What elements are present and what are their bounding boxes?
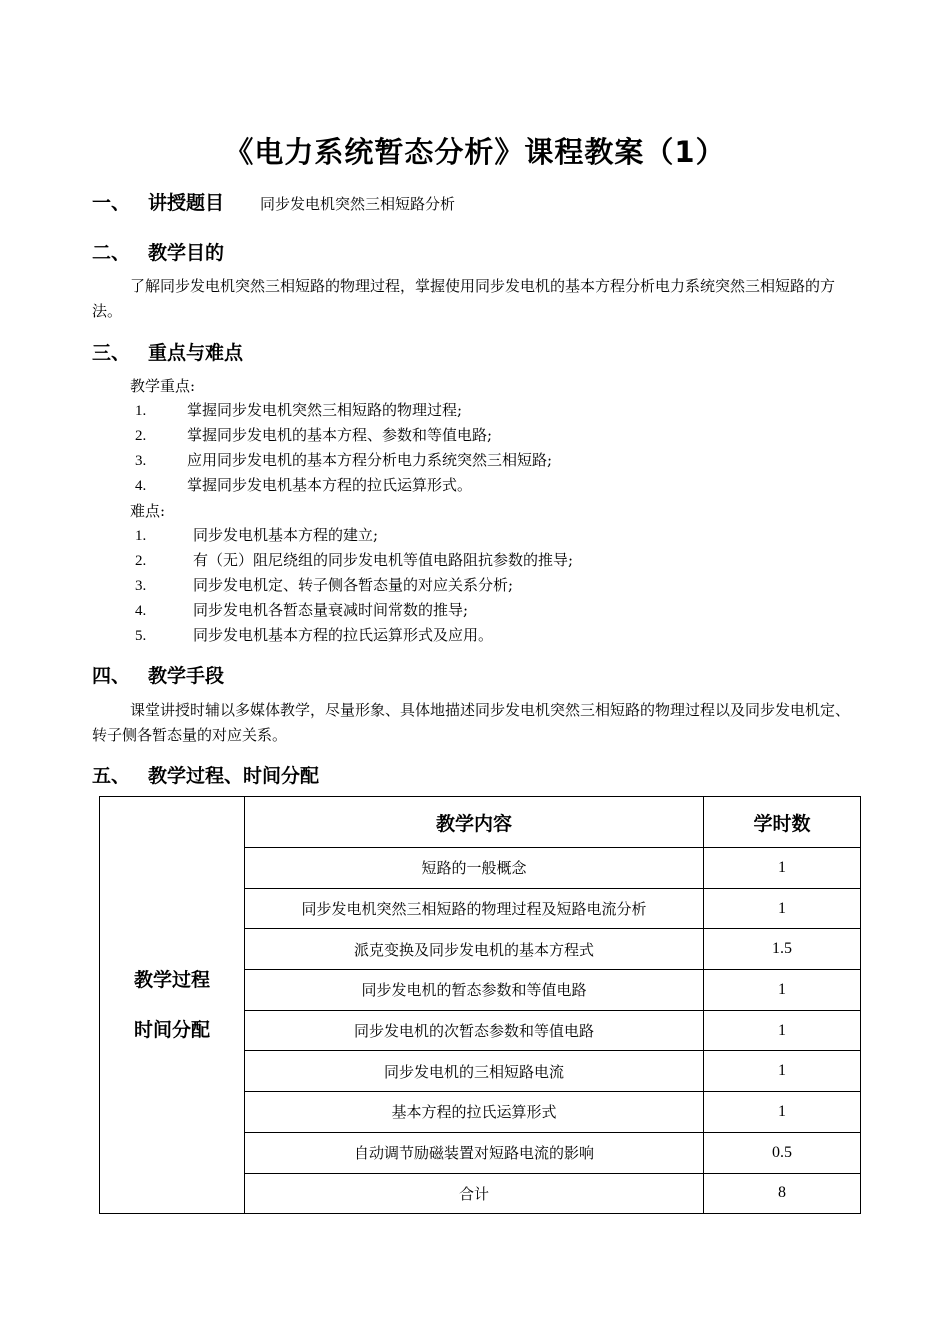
total-hours-cell: 8 xyxy=(704,1173,861,1214)
content-cell: 同步发电机的三相短路电流 xyxy=(245,1051,704,1092)
teaching-method-paragraph: 课堂讲授时辅以多媒体教学，尽量形象、具体地描述同步发电机突然三相短路的物理过程以及同步发电机定、转子侧各暂态量的对应关系。 xyxy=(92,701,851,744)
section-2-heading xyxy=(92,238,224,265)
content-cell: 同步发电机突然三相短路的物理过程及短路电流分析 xyxy=(245,888,704,929)
section-5-heading xyxy=(92,761,319,788)
key-point-item: 3. 应用同步发电机的基本方程分析电力系统突然三相短路; xyxy=(135,451,553,469)
schedule-table xyxy=(99,796,861,1214)
section-label: 重点与难点 xyxy=(148,342,244,364)
hours-cell: 1 xyxy=(704,1092,861,1133)
section-number: 二、 xyxy=(92,242,131,264)
difficulty-item: 4. 同步发电机各暂态量衰减时间常数的推导; xyxy=(135,601,469,619)
section-number: 四、 xyxy=(92,665,131,687)
difficulties-label: 难点: xyxy=(130,502,166,520)
content-cell: 同步发电机的暂态参数和等值电路 xyxy=(245,970,704,1011)
section-1-heading xyxy=(92,188,455,215)
content-cell: 基本方程的拉氏运算形式 xyxy=(245,1092,704,1133)
content-cell: 同步发电机的次暂态参数和等值电路 xyxy=(245,1010,704,1051)
section-3-heading xyxy=(92,338,243,365)
page-title: 《电力系统暂态分析》课程教案（1） xyxy=(224,135,726,169)
side-label-line: 时间分配 xyxy=(133,1019,210,1042)
key-point-item: 1. 掌握同步发电机突然三相短路的物理过程; xyxy=(135,401,463,419)
teaching-goal-paragraph: 了解同步发电机突然三相短路的物理过程，掌握使用同步发电机的基本方程分析电力系统突然三相短路的方法。 xyxy=(92,277,836,320)
hours-cell: 1 xyxy=(704,848,861,889)
section-label: 讲授题目 xyxy=(148,192,225,214)
section-label: 教学手段 xyxy=(148,665,225,687)
content-cell: 自动调节励磁装置对短路电流的影响 xyxy=(245,1132,704,1173)
section-label: 教学过程、时间分配 xyxy=(148,765,320,787)
hours-cell: 1.5 xyxy=(704,929,861,970)
section-number: 一、 xyxy=(92,192,131,214)
schedule-side-label xyxy=(100,797,245,1214)
difficulty-item: 2. 有（无）阻尼绕组的同步发电机等值电路阻抗参数的推导; xyxy=(135,551,574,569)
lecture-topic: 同步发电机突然三相短路分析 xyxy=(260,195,456,213)
side-label-line: 教学过程 xyxy=(133,969,210,992)
difficulty-item: 5. 同步发电机基本方程的拉氏运算形式及应用。 xyxy=(135,626,494,644)
difficulty-item: 3. 同步发电机定、转子侧各暂态量的对应关系分析; xyxy=(135,576,514,594)
section-4-heading xyxy=(92,661,224,688)
total-label-cell: 合计 xyxy=(245,1173,704,1214)
column-header-content: 教学内容 xyxy=(245,797,704,848)
hours-cell: 1 xyxy=(704,1051,861,1092)
hours-cell: 1 xyxy=(704,888,861,929)
content-cell: 短路的一般概念 xyxy=(245,848,704,889)
hours-cell: 1 xyxy=(704,1010,861,1051)
key-point-item: 4. 掌握同步发电机基本方程的拉氏运算形式。 xyxy=(135,476,473,494)
content-cell: 派克变换及同步发电机的基本方程式 xyxy=(245,929,704,970)
key-points-label: 教学重点: xyxy=(130,377,196,395)
difficulty-item: 1. 同步发电机基本方程的建立; xyxy=(135,526,379,544)
hours-cell: 0.5 xyxy=(704,1132,861,1173)
table-header-row xyxy=(100,797,861,848)
key-point-item: 2. 掌握同步发电机的基本方程、参数和等值电路; xyxy=(135,426,493,444)
section-number: 五、 xyxy=(92,765,131,787)
column-header-hours: 学时数 xyxy=(704,797,861,848)
hours-cell: 1 xyxy=(704,970,861,1011)
section-label: 教学目的 xyxy=(148,242,225,264)
section-number: 三、 xyxy=(92,342,131,364)
